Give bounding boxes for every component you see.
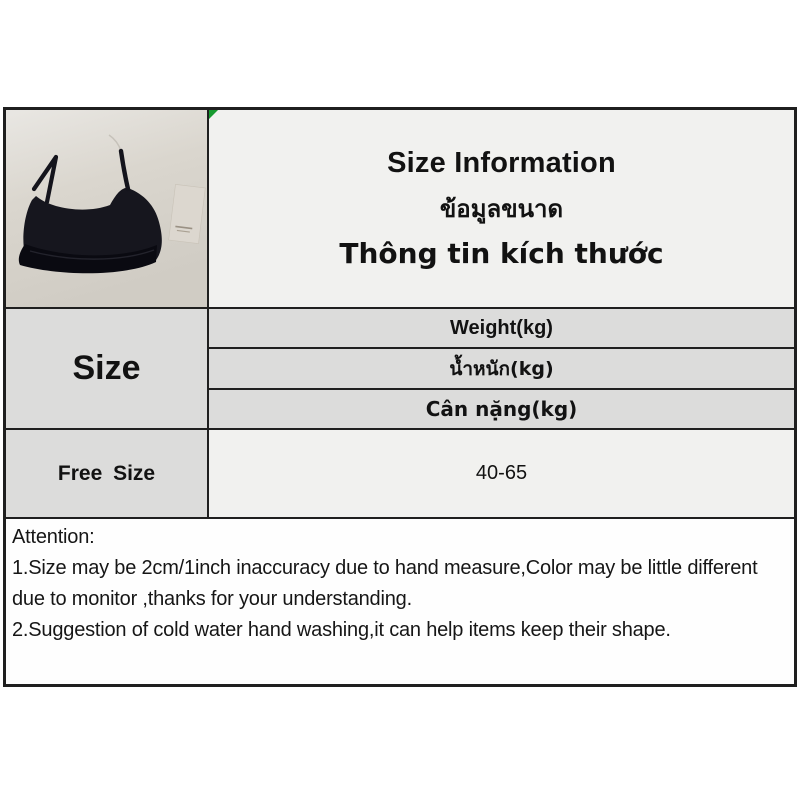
attention-section [6, 519, 794, 684]
header-title-thai: ข้อมูลขนาด [439, 195, 564, 223]
attention-title: Attention: [12, 526, 95, 548]
attention-note-1: 1.Size may be 2cm/1inch inaccuracy due to hand measure,Color may be little different due to monitor ,thanks for your understanding. [12, 557, 758, 610]
size-row-weight-value: 40-65 [209, 430, 794, 517]
product-photo-image [6, 110, 207, 307]
attention-note-2: 2.Suggestion of cold water hand washing,it can help items keep their shape. [12, 619, 671, 641]
size-column-header: Size [6, 309, 207, 428]
size-information-header [209, 110, 794, 307]
price-tag [169, 184, 206, 243]
cell-corner-flag-icon [209, 110, 218, 119]
product-photo [6, 110, 207, 307]
weight-header-vietnamese: Cân nặng(kg) [209, 390, 794, 428]
header-title-english: Size Information [387, 147, 616, 179]
size-chart-table [3, 107, 797, 687]
header-title-vietnamese: Thông tin kích thước [339, 237, 664, 270]
size-row-label: Free Size [6, 430, 207, 517]
weight-header-thai: น้ำหนัก(kg) [209, 349, 794, 388]
weight-header-english: Weight(kg) [209, 309, 794, 347]
